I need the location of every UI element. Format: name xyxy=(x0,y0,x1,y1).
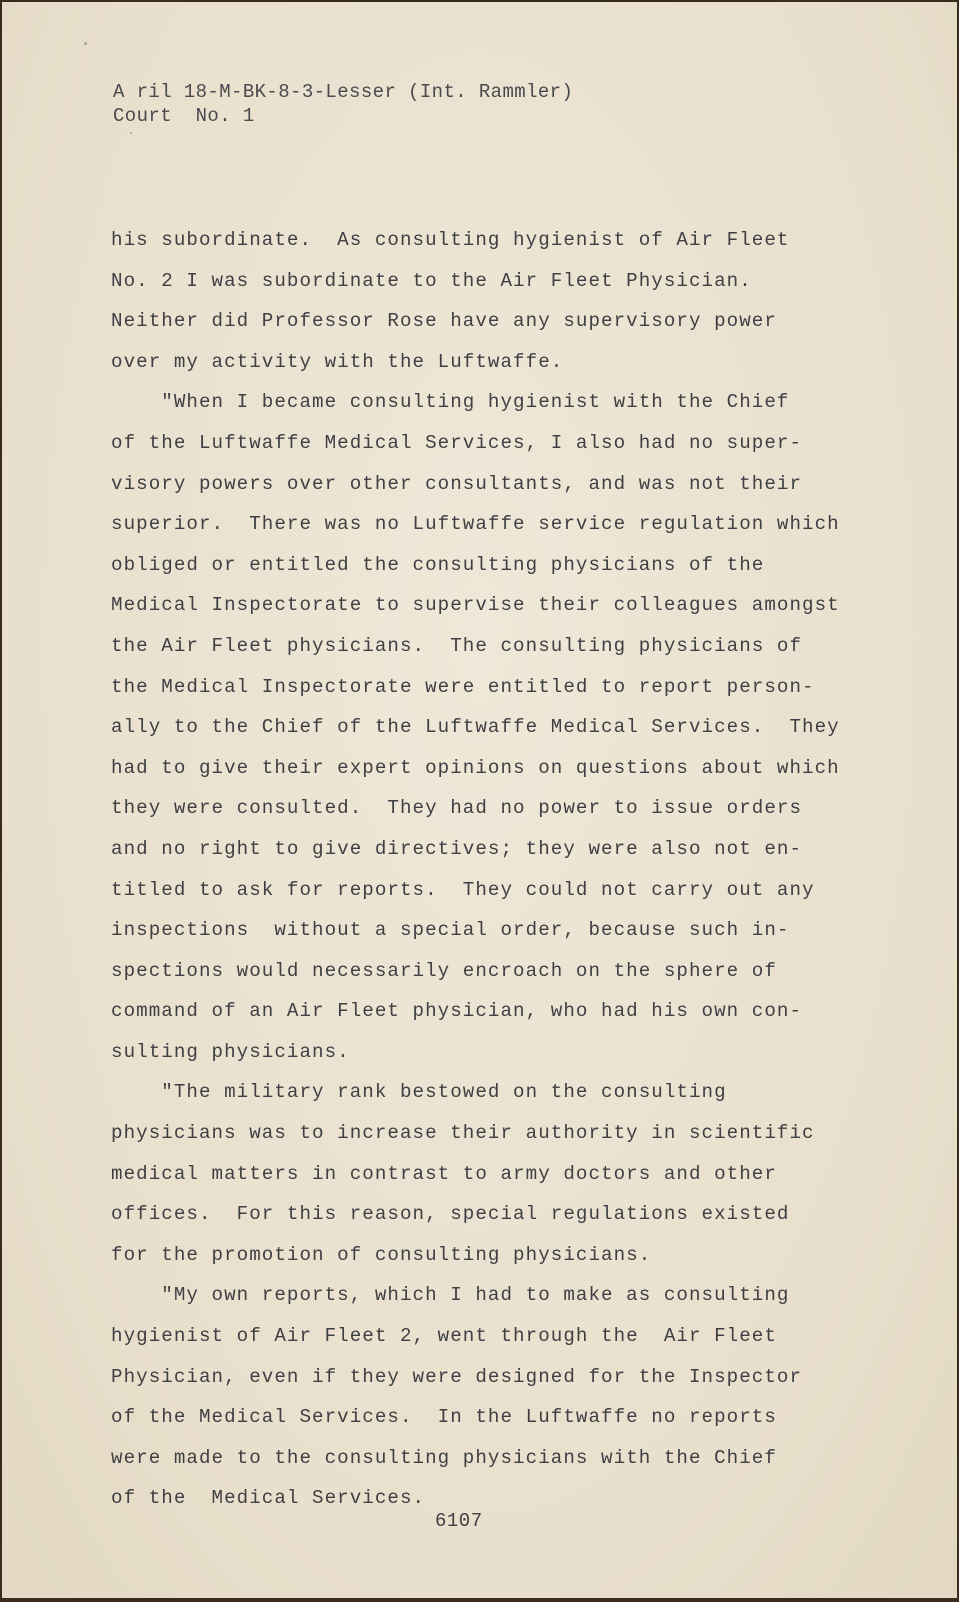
document-page xyxy=(2,2,957,1598)
body-line: titled to ask for reports. They could not carry out any xyxy=(111,878,815,901)
body-line: the Medical Inspectorate were entitled to report person- xyxy=(111,675,815,698)
document-body xyxy=(111,220,851,1519)
body-line: sulting physicians. xyxy=(111,1040,350,1063)
body-line: physicians was to increase their authority in scientific xyxy=(111,1122,815,1145)
body-line: of the Luftwaffe Medical Services, I also had no super- xyxy=(111,431,803,454)
body-line: of the Medical Services. In the Luftwaffe no reports xyxy=(111,1406,777,1429)
page-number: 6107 xyxy=(435,1510,483,1532)
body-line: medical matters in contrast to army doctors and other xyxy=(111,1162,777,1185)
body-line: "The military rank bestowed on the consulting xyxy=(111,1081,727,1104)
body-line: for the promotion of consulting physicians. xyxy=(111,1243,652,1266)
body-line: were made to the consulting physicians with the Chief xyxy=(111,1446,777,1469)
body-line: Physician, even if they were designed for the Inspector xyxy=(111,1365,803,1388)
body-line: over my activity with the Luftwaffe. xyxy=(111,350,564,373)
body-line: spections would necessarily encroach on the sphere of xyxy=(111,959,777,982)
document-header xyxy=(113,80,573,128)
paper-speck xyxy=(130,132,132,134)
body-line: Medical Inspectorate to supervise their colleagues amongst xyxy=(111,594,840,617)
header-line-1: A ril 18-M-BK-8-3-Lesser (Int. Rammler) xyxy=(113,81,574,103)
paper-speck xyxy=(84,42,87,45)
body-line: his subordinate. As consulting hygienist of Air Fleet xyxy=(111,229,790,251)
body-line: the Air Fleet physicians. The consulting physicians of xyxy=(111,634,803,657)
body-line: superior. There was no Luftwaffe service regulation which xyxy=(111,513,840,536)
header-line-2: Court No. 1 xyxy=(113,105,255,127)
body-line: inspections without a special order, because such in- xyxy=(111,919,790,942)
body-line: offices. For this reason, special regulations existed xyxy=(111,1203,790,1226)
body-line: Neither did Professor Rose have any supervisory power xyxy=(111,310,777,333)
body-line: and no right to give directives; they were also not en- xyxy=(111,837,803,860)
body-line: visory powers over other consultants, and was not their xyxy=(111,472,803,495)
body-line: obliged or entitled the consulting physicians of the xyxy=(111,553,765,576)
body-line: had to give their expert opinions on questions about which xyxy=(111,756,840,779)
body-line: No. 2 I was subordinate to the Air Fleet Physician. xyxy=(111,269,752,292)
body-line: hygienist of Air Fleet 2, went through the Air Fleet xyxy=(111,1325,777,1348)
body-line: they were consulted. They had no power to issue orders xyxy=(111,797,803,820)
body-line: "When I became consulting hygienist with the Chief xyxy=(111,391,790,414)
body-line: command of an Air Fleet physician, who had his own con- xyxy=(111,1000,803,1023)
body-line: ally to the Chief of the Luftwaffe Medical Services. They xyxy=(111,716,840,739)
body-line: of the Medical Services. xyxy=(111,1487,426,1510)
body-line: "My own reports, which I had to make as consulting xyxy=(111,1284,790,1307)
